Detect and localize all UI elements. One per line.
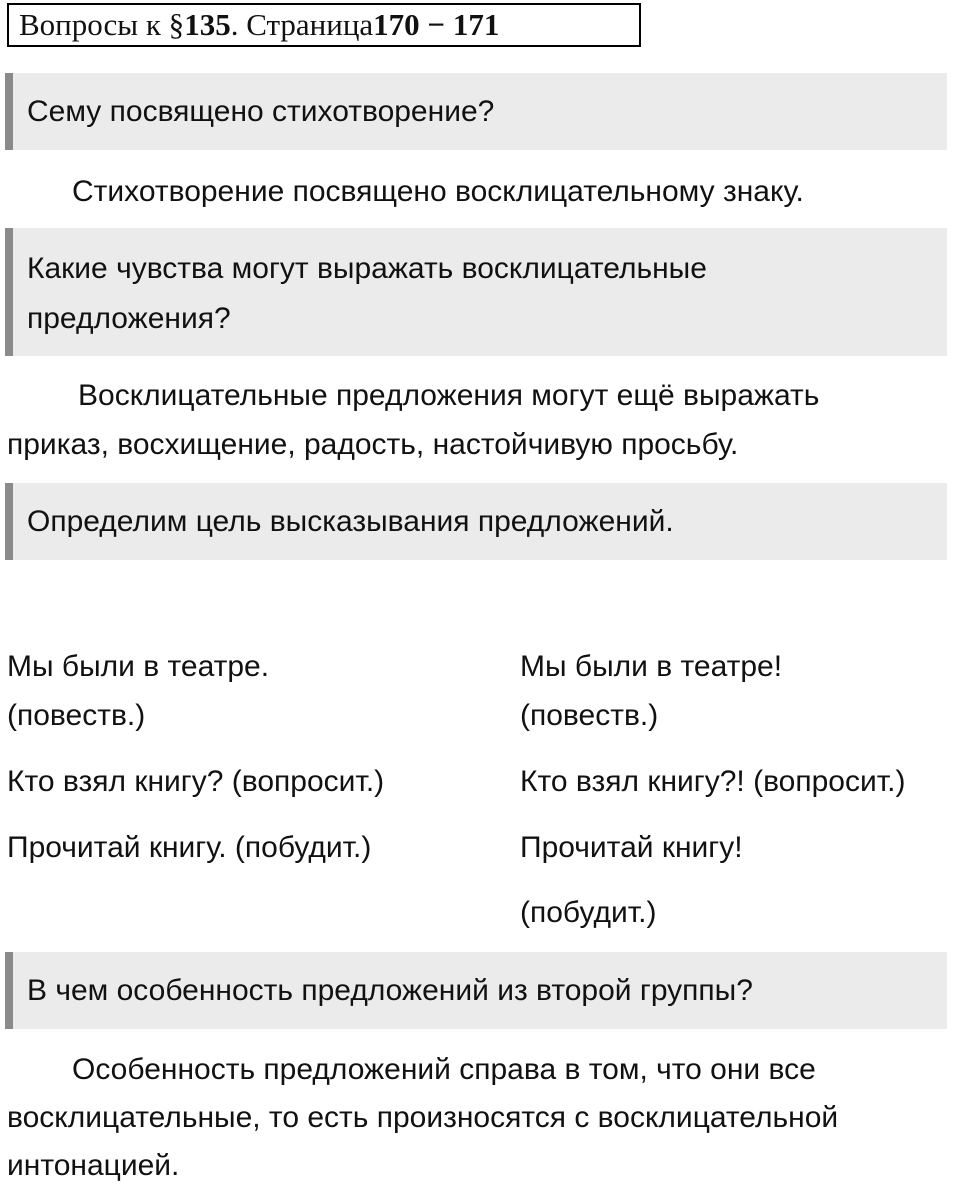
example-left-2: (повеств.) <box>7 699 146 732</box>
question-4-text: В чем особенность предложений из второй группы? <box>27 974 753 1007</box>
header-middle: . Страница <box>230 7 374 42</box>
answer-1: Стихотворение посвящено восклицательному знаку. <box>72 175 804 208</box>
section-header <box>7 3 641 47</box>
header-pages: 170 − 171 <box>373 7 500 42</box>
question-2-line-1: Какие чувства могут выражать восклицательные <box>27 252 707 285</box>
example-left-3: Кто взял книгу? (вопросит.) <box>7 765 385 798</box>
example-right-5: (побудит.) <box>520 896 657 929</box>
example-left-4: Прочитай книгу. (побудит.) <box>7 831 372 864</box>
example-right-2: (повеств.) <box>520 699 659 732</box>
answer-4-line-3: интонацией. <box>7 1149 180 1182</box>
example-right-1: Мы были в театре! <box>520 650 783 683</box>
question-3 <box>5 483 947 560</box>
answer-4-line-2: восклицательные, то есть произносятся с восклицательной <box>7 1101 839 1134</box>
answer-2-line-1: Восклицательные предложения могут ещё выражать <box>78 379 820 412</box>
answer-4-line-1: Особенность предложений справа в том, что они все <box>72 1053 816 1086</box>
question-3-text: Определим цель высказывания предложений. <box>27 505 674 538</box>
question-4 <box>5 952 947 1029</box>
question-1 <box>5 73 947 150</box>
question-1-text: Сему посвящено стихотворение? <box>27 95 495 128</box>
example-right-4: Прочитай книгу! <box>520 831 743 864</box>
header-paragraph-number: 135 <box>184 7 231 42</box>
question-2 <box>5 228 947 356</box>
example-right-3: Кто взял книгу?! (вопросит.) <box>520 765 906 798</box>
answer-2-line-2: приказ, восхищение, радость, настойчивую просьбу. <box>7 428 739 461</box>
question-2-line-2: предложения? <box>27 302 231 335</box>
header-prefix: Вопросы к § <box>19 7 185 42</box>
example-left-1: Мы были в театре. <box>7 650 270 683</box>
